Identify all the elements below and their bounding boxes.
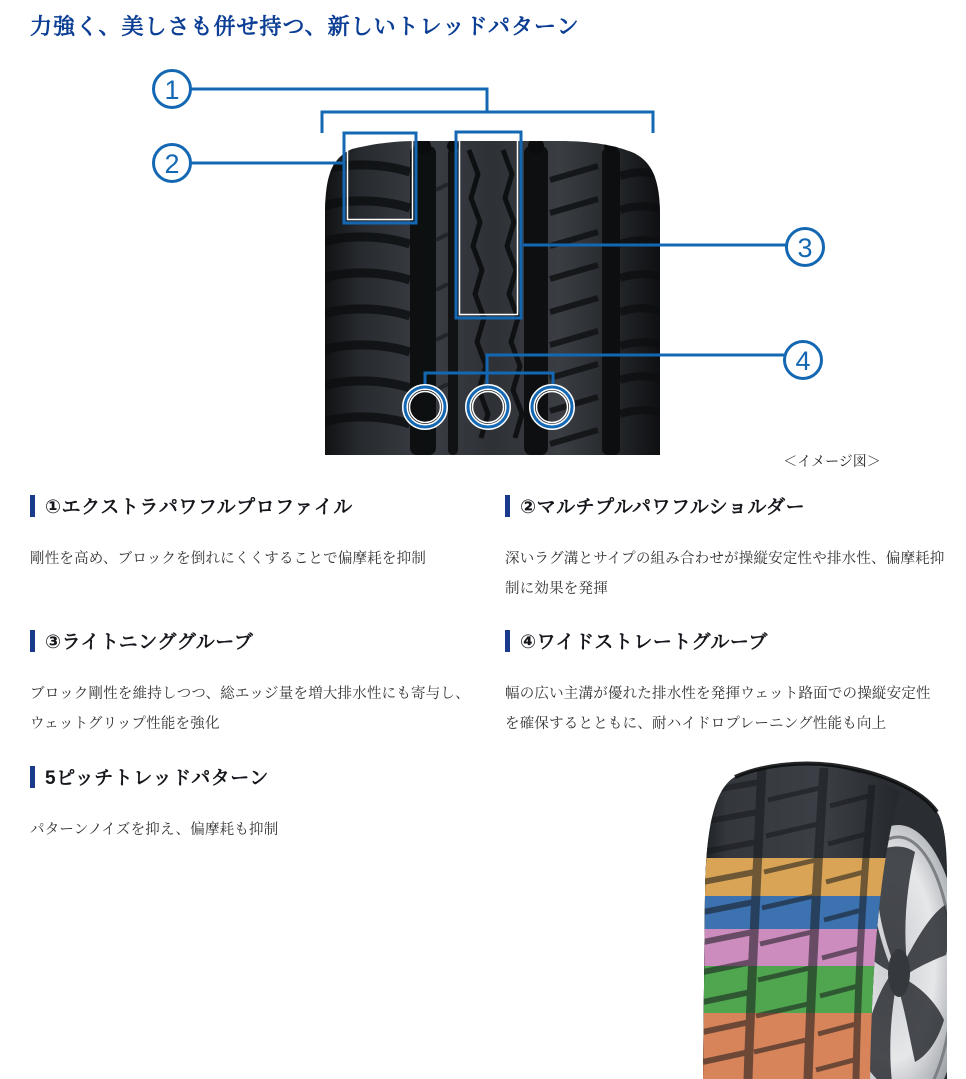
callout-2-badge	[154, 145, 191, 182]
feature-heading: ④ワイドストレートグルーブ	[520, 632, 768, 653]
callout-4-badge	[785, 342, 822, 379]
svg-text:3: 3	[797, 233, 813, 263]
feature-body: 剛性を高め、ブロックを倒れにくくすることで偏摩耗を抑制	[30, 551, 427, 567]
feature-section-5	[30, 763, 480, 845]
tread-pattern-diagram	[0, 0, 966, 480]
feature-section-4	[505, 627, 945, 739]
feature-heading: ②マルチプルパワフルショルダー	[520, 497, 806, 518]
tread-width-bracket	[322, 112, 653, 133]
callout-3-badge	[787, 229, 824, 266]
callout-1-badge	[154, 71, 191, 108]
heading-accent-bar	[505, 495, 510, 517]
svg-text:1: 1	[164, 75, 180, 105]
feature-heading: ③ライトニンググルーブ	[45, 632, 254, 653]
heading-accent-bar	[505, 630, 510, 652]
page-title: 力強く、美しさも併せ持つ、新しいトレッドパターン	[30, 14, 580, 39]
heading-accent-bar	[30, 630, 35, 652]
heading-accent-bar	[30, 495, 35, 517]
feature-body: 幅の広い主溝が優れた排水性を発揮ウェット路面での操縦安定性を確保するとともに、耐ハイドロプレーニング性能も向上	[505, 686, 931, 732]
feature-heading: 5ピッチトレッドパターン	[45, 768, 269, 789]
feature-section-1	[30, 492, 480, 574]
feature-body: 深いラグ溝とサイプの組み合わせが操縦安定性や排水性、偏摩耗抑制に効果を発揮	[505, 551, 945, 597]
feature-section-2	[505, 492, 945, 604]
image-caption: ＜イメージ図＞	[783, 453, 881, 469]
svg-text:4: 4	[795, 346, 811, 376]
wheel-center-cap	[888, 949, 910, 997]
svg-text:2: 2	[164, 149, 180, 179]
wide-groove-right	[602, 148, 620, 455]
feature-body: パターンノイズを抑え、偏摩耗も抑制	[30, 822, 279, 838]
wide-groove-left	[410, 146, 436, 455]
heading-accent-bar	[30, 766, 35, 788]
feature-section-3	[30, 627, 480, 739]
feature-body: ブロック剛性を維持しつつ、総エッジ量を増大排水性にも寄与し、ウェットグリップ性能を強化	[30, 686, 470, 732]
five-pitch-tire-photo	[695, 758, 966, 1079]
tire-front-view	[323, 138, 662, 455]
feature-heading: ①エクストラパワフルプロファイル	[45, 497, 353, 518]
